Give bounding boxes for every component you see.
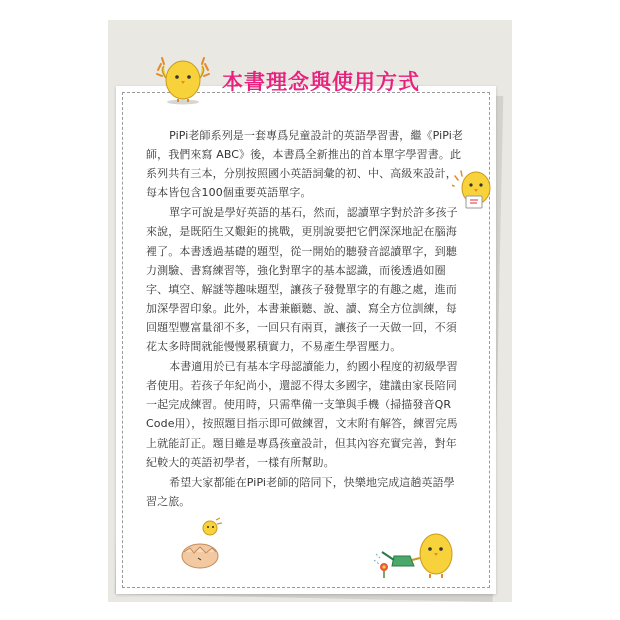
paragraph-1: PiPi老師系列是一套專爲兒童設計的英語學習書，繼《PiPi老師，我們來寫 ABC》後，本書爲全新推出的首本單字學習書。此系列共有三本，分別按照國小英語詞彙的初、中、高級來設計，每本皆包含100個重要英語單字。 [146, 129, 463, 200]
page-title: 本書理念與使用方式 [222, 70, 420, 94]
chick-mascot-icon [152, 46, 214, 106]
paragraph-2: 單字可說是學好英語的基石，然而，認讀單字對於許多孩子來說，是既陌生又艱鉅的挑戰，更別說要把它們深深地記在腦海裡了。本書透過基礎的題型，從一開始的聽發音認讀單字，到聽力測驗、書寫練習等，強化對單字的基本認識，而後透過如圈字、填空、解謎等趣味題型，讓孩子發覺單字的有趣之處，進而加深學習印象。此外，本書兼顧聽、說、讀、寫全方位訓練，每回題型豐富量卻不多，一回只有兩頁，讓孩子一天做一回，不須花太多時間就能慢慢累積實力，不易產生學習壓力。 [146, 206, 458, 354]
egg-chick-icon [176, 516, 232, 572]
paragraph-3: 本書適用於已有基本字母認讀能力，約國小程度的初級學習者使用。若孩子年紀尚小，還認不得太多國字，建議由家長陪同一起完成練習。使用時，只需準備一支筆與手機（掃描發音QR Code用），按照題目指示即可做練習，文末附有解答，練習完馬上就能訂正。題目雖是專爲孩童設計，但其內容充實完善，對年紀較大的英語初學者，一樣有所幫助。 [146, 360, 458, 469]
paragraph-4: 希望大家都能在PiPi老師的陪同下，快樂地完成這趟英語學習之旅。 [146, 475, 455, 508]
chick-watering-icon [370, 520, 466, 582]
intro-body [146, 126, 464, 512]
